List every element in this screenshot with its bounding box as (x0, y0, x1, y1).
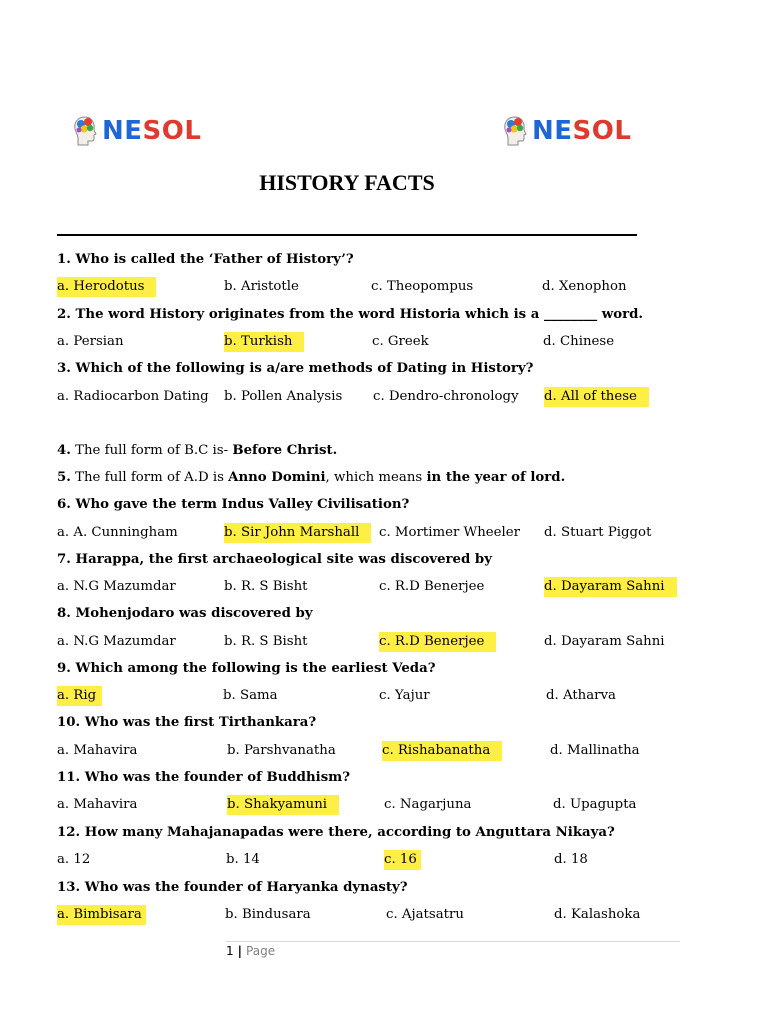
fact-line: 4. The full form of B.C is- Before Christ. (57, 443, 338, 458)
answer-option: b. Shakyamuni (227, 795, 339, 815)
options-line (0, 277, 768, 297)
options-line (0, 905, 768, 925)
answer-option: d. Dayaram Sahni (544, 577, 677, 597)
option: b. Bindusara (225, 907, 311, 922)
answer-option: c. R.D Benerjee (379, 632, 496, 652)
nesol-logo-left (72, 114, 201, 148)
answer-option: a. Rig (57, 686, 102, 706)
answer-option: d. All of these (544, 387, 649, 407)
option: a. Persian (57, 334, 124, 349)
answer-option: b. Sir John Marshall (224, 523, 371, 543)
logo-wordmark: NESOL (102, 116, 202, 146)
brain-head-icon (72, 114, 98, 148)
option: d. Chinese (543, 334, 615, 349)
question-line: 9. Which among the following is the earliest Veda? (57, 661, 436, 676)
option: b. R. S Bisht (224, 579, 308, 594)
option: b. Parshvanatha (227, 743, 336, 758)
option: d. Kalashoka (554, 907, 641, 922)
options-line (0, 741, 768, 761)
option: c. Mortimer Wheeler (379, 525, 520, 540)
page-number: 1 (226, 944, 234, 958)
question-line: 12. How many Mahajanapadas were there, according to Anguttara Nikaya? (57, 825, 615, 840)
options-line (0, 523, 768, 543)
option: c. R.D Benerjee (379, 579, 485, 594)
options-line (0, 332, 768, 352)
question-line: 10. Who was the first Tirthankara? (57, 715, 317, 730)
option: a. Radiocarbon Dating (57, 389, 209, 404)
option: b. Aristotle (224, 279, 299, 294)
option: b. 14 (226, 852, 260, 867)
options-line (0, 577, 768, 597)
answer-option: a. Bimbisara (57, 905, 146, 925)
option: c. Yajur (379, 688, 430, 703)
option: b. Sama (223, 688, 278, 703)
option: d. Stuart Piggot (544, 525, 652, 540)
question-line: 11. Who was the founder of Buddhism? (57, 770, 351, 785)
option: d. 18 (554, 852, 588, 867)
option: a. N.G Mazumdar (57, 579, 176, 594)
question-line: 13. Who was the founder of Haryanka dynasty? (57, 880, 408, 895)
question-line: 2. The word History originates from the word Historia which is a ________ word. (57, 307, 644, 322)
question-line: 1. Who is called the ‘Father of History’? (57, 252, 354, 267)
options-line (0, 632, 768, 652)
answer-option: b. Turkish (224, 332, 304, 352)
option: a. Mahavira (57, 797, 138, 812)
question-line: 7. Harappa, the first archaeological site was discovered by (57, 552, 492, 567)
nesol-logo-right (502, 114, 631, 148)
option: b. Pollen Analysis (224, 389, 343, 404)
option: d. Atharva (546, 688, 616, 703)
question-line: 3. Which of the following is a/are methods of Dating in History? (57, 361, 534, 376)
option: b. R. S Bisht (224, 634, 308, 649)
footer-separator: | (237, 944, 243, 958)
options-line (0, 795, 768, 815)
option: c. Greek (372, 334, 429, 349)
option: a. 12 (57, 852, 91, 867)
page-footer (226, 941, 680, 958)
option: d. Mallinatha (550, 743, 640, 758)
brain-head-icon (502, 114, 528, 148)
answer-option: c. 16 (384, 850, 421, 870)
question-line: 6. Who gave the term Indus Valley Civilisation? (57, 497, 410, 512)
option: a. Mahavira (57, 743, 138, 758)
fact-line: 5. The full form of A.D is Anno Domini, which means in the year of lord. (57, 470, 566, 485)
options-line (0, 387, 768, 407)
option: a. A. Cunningham (57, 525, 178, 540)
answer-option: a. Herodotus (57, 277, 156, 297)
question-line: 8. Mohenjodaro was discovered by (57, 606, 313, 621)
option: c. Theopompus (371, 279, 474, 294)
answer-option: c. Rishabanatha (382, 741, 502, 761)
option: c. Dendro-chronology (373, 389, 519, 404)
page-title: HISTORY FACTS (259, 170, 435, 195)
page-label: Page (246, 944, 276, 958)
option: c. Ajatsatru (386, 907, 464, 922)
title-rule (57, 234, 637, 236)
options-line (0, 850, 768, 870)
options-line (0, 686, 768, 706)
option: d. Xenophon (542, 279, 627, 294)
logo-wordmark: NESOL (532, 116, 632, 146)
option: a. N.G Mazumdar (57, 634, 176, 649)
option: d. Dayaram Sahni (544, 634, 665, 649)
option: d. Upagupta (553, 797, 637, 812)
option: c. Nagarjuna (384, 797, 472, 812)
